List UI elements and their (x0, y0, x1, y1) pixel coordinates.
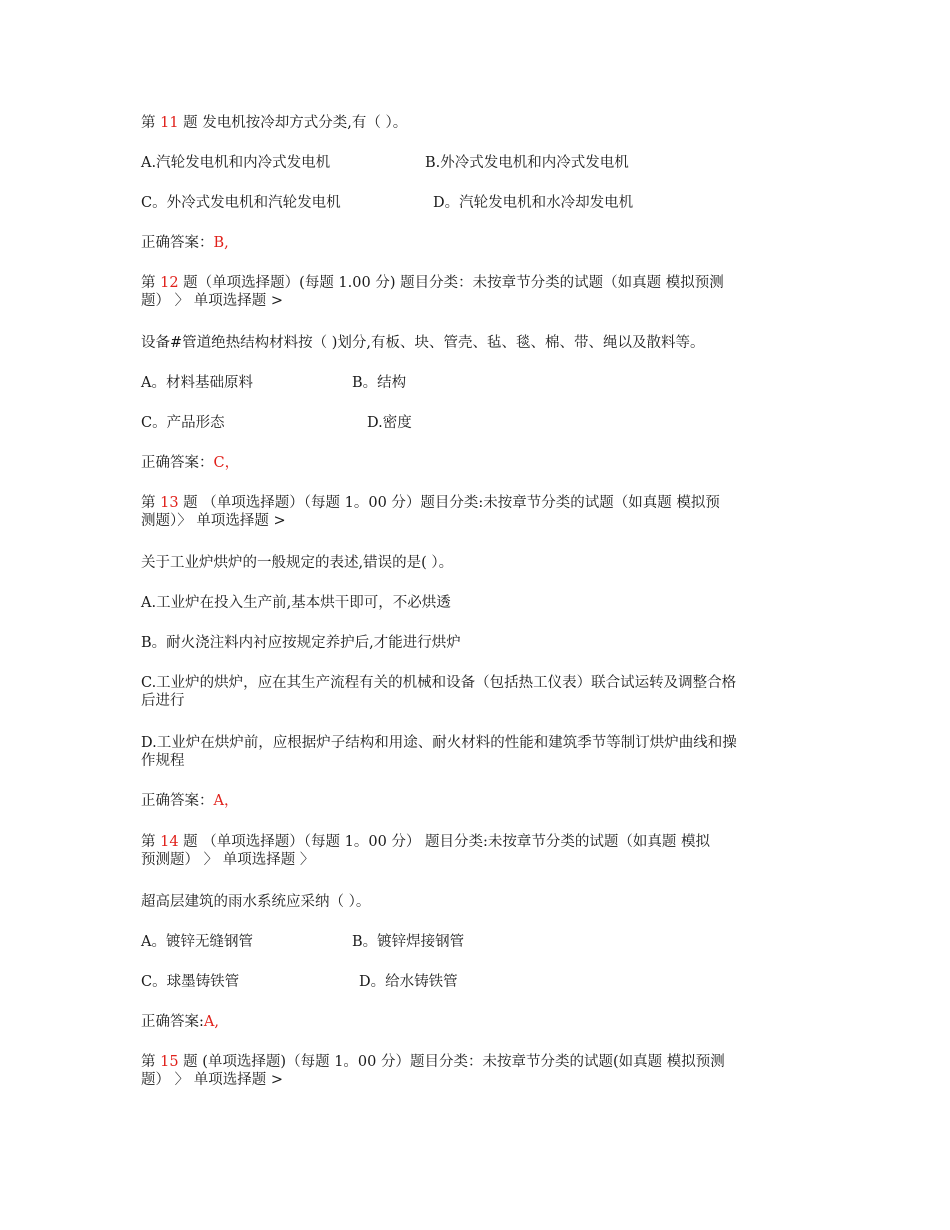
question-13-header: 第 13 题 （单项选择题）（每题 1。00 分）题目分类:未按章节分类的试题（如真题 模拟预 (141, 495, 720, 511)
question-12-header: 第 12 题（单项选择题）(每题 1.00 分) 题目分类：未按章节分类的试题（如真题 模拟预测 (141, 275, 724, 291)
question-number: 13 (160, 495, 179, 511)
option-c: C。产品形态 (141, 415, 225, 431)
question-14-header-cont: 预测题） 〉 单项选择题 〉 (141, 852, 315, 868)
option-row (141, 154, 821, 172)
option-c-cont: 后进行 (141, 693, 185, 709)
option-a: A。镀锌无缝钢管 (141, 934, 253, 950)
question-12-header-cont: 题） 〉 单项选择题 > (141, 293, 283, 309)
answer-line: 正确答案：A， (141, 793, 239, 809)
option-b: B。耐火浇注料内衬应按规定养护后,才能进行烘炉 (141, 635, 461, 651)
question-number: 14 (160, 834, 179, 850)
question-13-stem: 关于工业炉烘炉的一般规定的表述,错误的是( ）。 (141, 555, 454, 571)
option-a: A。材料基础原料 (141, 375, 253, 391)
option-d: D.工业炉在烘炉前，应根据炉子结构和用途、耐火材料的性能和建筑季节等制订烘炉曲线和操 (141, 735, 737, 751)
question-12-stem: 设备#管道绝热结构材料按（ )划分,有板、块、管壳、毡、毯、棉、带、绳以及散料等。 (141, 335, 705, 351)
question-number: 11 (160, 115, 179, 131)
question-14-header: 第 14 题 （单项选择题）（每题 1。00 分） 题目分类:未按章节分类的试题（如真题 模拟 (141, 834, 711, 850)
option-a: A.工业炉在投入生产前,基本烘干即可，不必烘透 (141, 595, 451, 611)
option-c: C。球墨铸铁管 (141, 974, 240, 990)
question-15-header: 第 15 题 (单项选择题)（每题 1。00 分）题目分类：未按章节分类的试题(如真题 模拟预测 (141, 1054, 725, 1070)
answer-value: B, (213, 235, 229, 251)
answer-value: C， (213, 455, 240, 471)
option-a: A.汽轮发电机和内冷式发电机 (141, 155, 331, 171)
question-number: 15 (160, 1054, 179, 1070)
option-c: C.工业炉的烘炉，应在其生产流程有关的机械和设备（包括热工仪表）联合试运转及调整合格 (141, 675, 737, 691)
question-11-header: 第 11 题 发电机按冷却方式分类,有（ ）。 (141, 115, 408, 131)
option-row (141, 194, 821, 212)
question-14-stem: 超高层建筑的雨水系统应采纳（ ）。 (141, 894, 371, 910)
option-row (141, 973, 821, 991)
option-row (141, 414, 821, 432)
option-b: B。镀锌焊接钢管 (352, 934, 465, 950)
question-15-header-cont: 题） 〉 单项选择题 > (141, 1072, 283, 1088)
option-b: B.外冷式发电机和内冷式发电机 (425, 155, 629, 171)
option-b: B。结构 (352, 375, 407, 391)
answer-value: A， (213, 793, 239, 809)
option-row (141, 933, 821, 951)
question-13-header-cont: 测题）〉 单项选择题 > (141, 513, 286, 529)
answer-line: 正确答案：C， (141, 455, 240, 471)
answer-line: 正确答案：B, (141, 235, 229, 251)
answer-value: A, (203, 1014, 219, 1030)
question-number: 12 (160, 275, 179, 291)
option-d: D.密度 (367, 415, 412, 431)
answer-line: 正确答案:A, (141, 1014, 219, 1030)
option-d-cont: 作规程 (141, 753, 185, 769)
option-d: D。汽轮发电机和水冷却发电机 (433, 195, 634, 211)
option-d: D。给水铸铁管 (359, 974, 458, 990)
option-c: C。外冷式发电机和汽轮发电机 (141, 195, 341, 211)
option-row (141, 374, 821, 392)
